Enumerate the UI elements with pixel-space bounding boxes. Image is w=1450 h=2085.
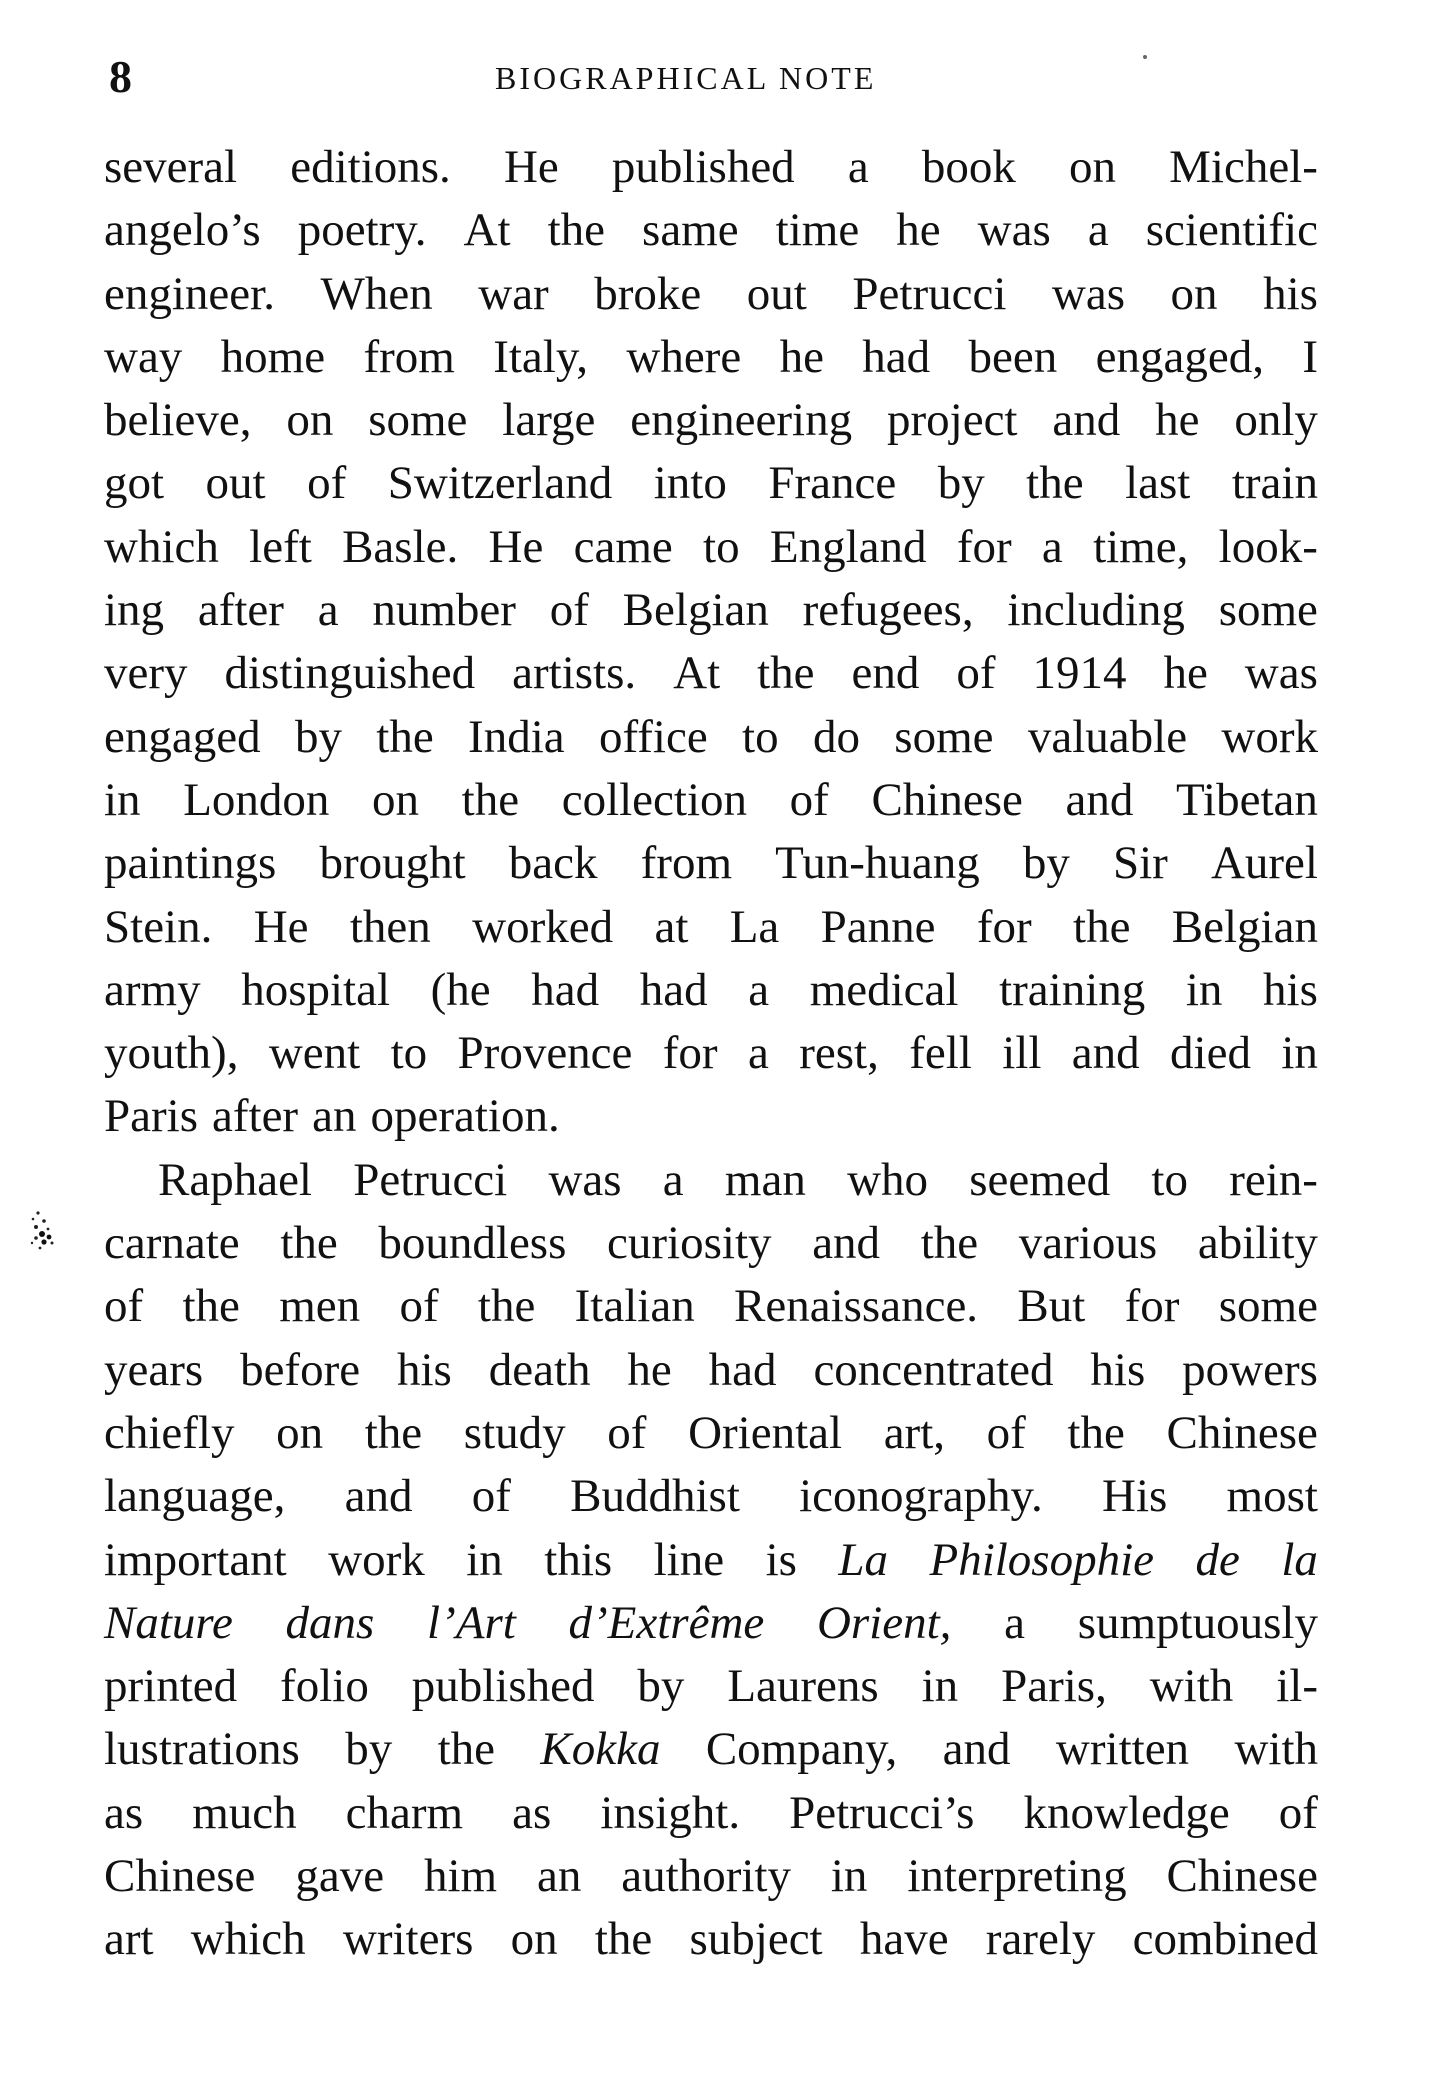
word: (he — [430, 963, 491, 1016]
word: Basle. — [342, 520, 459, 573]
word: Belgian — [622, 584, 769, 637]
word: where — [626, 330, 742, 383]
word: for — [1124, 1280, 1180, 1333]
word: he — [1155, 394, 1200, 447]
word: Petrucci — [353, 1153, 508, 1206]
word: on — [1170, 267, 1218, 320]
word: published — [611, 141, 795, 193]
word: study — [463, 1406, 566, 1459]
word: he — [896, 204, 941, 257]
word: authority — [621, 1850, 791, 1903]
text-line — [104, 516, 1318, 579]
word: same — [642, 204, 739, 257]
text-line — [104, 1465, 1318, 1528]
text-line — [104, 1655, 1318, 1718]
word: art — [104, 1913, 154, 1966]
word: on — [276, 1406, 324, 1459]
word: which — [190, 1913, 306, 1966]
word: to — [742, 710, 779, 763]
word: came — [573, 520, 673, 573]
word: was — [977, 204, 1051, 257]
word: in — [1185, 963, 1223, 1016]
word: paintings — [104, 837, 277, 890]
page-number: 8 — [109, 51, 132, 102]
word: his — [1263, 267, 1318, 320]
word: artists. — [512, 647, 637, 700]
word: India — [468, 710, 565, 763]
word: combined — [1132, 1913, 1318, 1966]
text-line — [104, 1275, 1318, 1338]
word: refugees, — [802, 584, 974, 637]
word: an — [537, 1850, 582, 1903]
word: carnate — [104, 1217, 240, 1270]
word: from — [640, 837, 733, 890]
word: broke — [594, 267, 702, 320]
word: brought — [319, 837, 466, 890]
word: was — [1244, 647, 1318, 700]
word: the — [757, 647, 815, 700]
word: some — [368, 394, 468, 447]
word: language, — [104, 1470, 286, 1523]
word: of — [1278, 1786, 1318, 1839]
word: Italian — [574, 1280, 695, 1333]
text-line — [104, 1339, 1318, 1402]
word: of — [471, 1470, 511, 1523]
word: in — [1281, 1027, 1318, 1080]
text-line — [104, 579, 1318, 642]
text-line — [104, 959, 1318, 1022]
word: only — [1234, 394, 1318, 447]
word: who — [847, 1153, 929, 1206]
word: for — [956, 520, 1012, 573]
word: Philosophie — [929, 1533, 1155, 1586]
body-text — [104, 136, 1318, 1972]
word: ill — [1002, 1027, 1042, 1080]
word: end — [851, 647, 920, 700]
word: Italy, — [493, 330, 589, 383]
word: of — [607, 1406, 647, 1459]
word: Tun-huang — [775, 837, 980, 890]
word: man — [724, 1153, 806, 1206]
word: book — [921, 141, 1016, 193]
word: was — [1051, 267, 1126, 320]
word: of — [956, 647, 996, 700]
word: years — [104, 1343, 204, 1396]
word: for — [976, 900, 1032, 953]
text-line — [104, 263, 1318, 326]
word: with — [1234, 1723, 1318, 1776]
word: rarely — [985, 1913, 1096, 1966]
word: much — [192, 1786, 297, 1839]
word: as — [104, 1786, 144, 1839]
word: some — [1218, 584, 1318, 637]
word: important — [104, 1533, 287, 1586]
word: Buddhist — [570, 1470, 740, 1523]
word: Stein. — [104, 900, 213, 953]
word: hospital — [241, 963, 391, 1016]
word: he — [1163, 647, 1208, 700]
word: gave — [295, 1850, 385, 1903]
text-line — [104, 1149, 1318, 1212]
text-line — [104, 1085, 1318, 1148]
word: of — [986, 1406, 1026, 1459]
word: d’Extrême — [568, 1596, 765, 1649]
word: large — [502, 394, 596, 447]
word: fell — [909, 1027, 972, 1080]
ink-speck — [1143, 55, 1147, 59]
word: seemed — [969, 1153, 1111, 1206]
word: His — [1102, 1470, 1168, 1523]
word: into — [653, 457, 727, 510]
word: his — [1090, 1343, 1146, 1396]
word: as — [512, 1786, 552, 1839]
word: to — [390, 1027, 428, 1080]
word: editions. — [290, 141, 451, 193]
word: he — [779, 330, 824, 383]
word: several — [104, 141, 238, 193]
word: Raphael — [158, 1153, 312, 1206]
word: printed — [104, 1660, 238, 1713]
word: on — [510, 1913, 558, 1966]
word: went — [268, 1027, 361, 1080]
running-title: BIOGRAPHICAL NOTE — [495, 60, 877, 96]
text-line — [104, 706, 1318, 769]
word: a — [747, 1027, 769, 1080]
word: had — [862, 330, 931, 383]
word: which — [104, 520, 219, 573]
word: poetry. — [297, 204, 427, 257]
word: Company, — [705, 1723, 898, 1776]
text-line — [104, 1592, 1318, 1655]
word: engaged — [104, 710, 261, 763]
text-line — [104, 1718, 1318, 1781]
word: the — [1026, 457, 1084, 510]
text-line — [104, 1022, 1318, 1085]
word: army — [104, 963, 201, 1016]
word: concentrated — [813, 1343, 1054, 1396]
word: chiefly — [104, 1406, 235, 1459]
word: had — [531, 963, 600, 1016]
word: in — [830, 1850, 868, 1903]
word: the — [547, 204, 605, 257]
word: then — [349, 900, 431, 953]
word: Chinese — [104, 1850, 256, 1903]
word: he — [627, 1343, 672, 1396]
word: was — [548, 1153, 622, 1206]
word: worked — [472, 900, 614, 953]
word: time — [775, 204, 860, 257]
word: rein- — [1229, 1153, 1318, 1206]
word: Belgian — [1171, 900, 1318, 953]
word: after — [197, 584, 284, 637]
word: of — [399, 1280, 439, 1333]
word: men — [279, 1280, 361, 1333]
word: and — [1071, 1027, 1140, 1080]
word: Michel- — [1169, 141, 1318, 193]
word: at — [654, 900, 689, 953]
word: on — [286, 394, 334, 447]
text-line — [104, 896, 1318, 959]
word: to — [703, 520, 740, 573]
word: operation. — [370, 1090, 560, 1143]
word: his — [1263, 963, 1318, 1016]
word: Petrucci — [852, 267, 1007, 320]
word: Petrucci’s — [789, 1786, 975, 1839]
word: Kokka — [540, 1723, 661, 1776]
word: He — [488, 520, 544, 573]
word: of — [307, 457, 347, 510]
text-line — [104, 1845, 1318, 1908]
word: home — [220, 330, 326, 383]
word: got — [104, 457, 165, 510]
word: engineer. — [104, 267, 275, 320]
word: boundless — [378, 1217, 567, 1270]
word: with — [1149, 1660, 1234, 1713]
word: by — [1022, 837, 1070, 890]
word: Nature — [104, 1596, 233, 1649]
word: Aurel — [1210, 837, 1318, 890]
word: knowledge — [1023, 1786, 1230, 1839]
word: sumptuously — [1077, 1596, 1318, 1649]
word: after — [212, 1090, 299, 1143]
word: his — [396, 1343, 452, 1396]
text-line — [104, 1402, 1318, 1465]
word: Paris, — [1001, 1660, 1107, 1713]
word: and — [942, 1723, 1011, 1776]
word: engaged, — [1095, 330, 1264, 383]
word: Chinese — [1166, 1850, 1318, 1903]
word: Laurens — [727, 1660, 879, 1713]
word: a — [662, 1153, 684, 1206]
text-line — [104, 1212, 1318, 1275]
word: an — [312, 1090, 357, 1143]
word: of — [789, 773, 829, 826]
text-line — [104, 1529, 1318, 1592]
word: ing — [104, 584, 165, 637]
word: Orient, — [816, 1596, 952, 1649]
word: the — [920, 1217, 979, 1270]
word: Sir — [1112, 837, 1168, 890]
word: Paris — [104, 1090, 198, 1143]
text-line — [104, 1908, 1318, 1971]
word: La — [838, 1533, 889, 1586]
word: project — [887, 394, 1018, 447]
word: collection — [561, 773, 748, 826]
word: valuable — [1027, 710, 1188, 763]
word: writers — [342, 1913, 474, 1966]
word: engineering — [630, 394, 853, 447]
word: out — [205, 457, 266, 510]
word: medical — [809, 963, 959, 1016]
word: the — [477, 1280, 536, 1333]
word: rest, — [799, 1027, 879, 1080]
word: is — [765, 1533, 797, 1586]
word: died — [1170, 1027, 1251, 1080]
word: the — [364, 1406, 423, 1459]
word: the — [182, 1280, 240, 1333]
word: training — [999, 963, 1146, 1016]
word: to — [1151, 1153, 1188, 1206]
word: and — [1065, 773, 1134, 826]
word: in — [921, 1660, 959, 1713]
text-line — [104, 389, 1318, 452]
word: Renaissance. — [734, 1280, 979, 1333]
word: But — [1017, 1280, 1086, 1333]
word: published — [411, 1660, 595, 1713]
word: back — [508, 837, 598, 890]
word: including — [1007, 584, 1185, 637]
word: iconography. — [799, 1470, 1043, 1523]
word: He — [503, 141, 559, 193]
word: and — [1052, 394, 1121, 447]
word: the — [594, 1913, 653, 1966]
ink-smudge-mark — [24, 1207, 64, 1259]
word: death — [488, 1343, 591, 1396]
word: out — [746, 267, 807, 320]
word: left — [249, 520, 312, 573]
word: most — [1226, 1470, 1318, 1523]
word: for — [662, 1027, 718, 1080]
word: look- — [1218, 520, 1318, 573]
word: lustrations — [104, 1723, 300, 1776]
word: subject — [689, 1913, 823, 1966]
word: time, — [1093, 520, 1189, 573]
word: insight. — [600, 1786, 741, 1839]
word: interpreting — [907, 1850, 1127, 1903]
word: 1914 — [1032, 647, 1127, 700]
word: work — [328, 1533, 425, 1586]
word: France — [768, 457, 897, 510]
word: a — [1087, 204, 1109, 257]
word: on — [1068, 141, 1116, 193]
word: a — [1004, 1596, 1025, 1649]
word: some — [894, 710, 994, 763]
word: have — [859, 1913, 949, 1966]
word: train — [1231, 457, 1318, 510]
text-line — [104, 452, 1318, 515]
text-line — [104, 136, 1318, 199]
word: work — [1221, 710, 1318, 763]
word: the — [376, 710, 434, 763]
text-line — [104, 832, 1318, 895]
word: had — [639, 963, 708, 1016]
word: curiosity — [607, 1217, 772, 1270]
word: the — [437, 1723, 495, 1776]
word: folio — [280, 1660, 369, 1713]
word: in — [104, 773, 141, 826]
word: war — [478, 267, 549, 320]
word: a — [748, 963, 770, 1016]
text-line — [104, 1782, 1318, 1845]
word: At — [463, 204, 511, 257]
word: charm — [345, 1786, 464, 1839]
word: Switzerland — [387, 457, 613, 510]
word: l’Art — [427, 1596, 516, 1649]
word: of — [549, 584, 589, 637]
word: been — [968, 330, 1058, 383]
word: the — [1067, 1406, 1125, 1459]
word: various — [1018, 1217, 1158, 1270]
word: the — [461, 773, 520, 826]
text-line — [104, 199, 1318, 262]
word: some — [1218, 1280, 1318, 1333]
word: Oriental — [688, 1406, 843, 1459]
word: scientific — [1145, 204, 1318, 257]
word: a — [1041, 520, 1063, 573]
word: angelo’s — [104, 204, 261, 257]
text-line — [104, 326, 1318, 389]
word: this — [544, 1533, 613, 1586]
word: I — [1302, 330, 1318, 383]
word: on — [372, 773, 420, 826]
text-line — [104, 642, 1318, 705]
word: line — [653, 1533, 725, 1586]
word: At — [673, 647, 721, 700]
word: office — [598, 710, 708, 763]
word: dans — [285, 1596, 375, 1649]
word: art, — [883, 1406, 946, 1459]
word: de — [1195, 1533, 1240, 1586]
word: last — [1125, 457, 1191, 510]
word: believe, — [104, 394, 252, 447]
word: very — [104, 647, 188, 700]
word: powers — [1182, 1343, 1318, 1396]
word: by — [345, 1723, 393, 1776]
word: had — [708, 1343, 777, 1396]
word: He — [253, 900, 309, 953]
word: way — [104, 330, 183, 383]
word: La — [729, 900, 780, 953]
word: youth), — [104, 1027, 239, 1080]
word: a — [317, 584, 339, 637]
word: distinguished — [224, 647, 476, 700]
word: by — [637, 1660, 685, 1713]
word: When — [320, 267, 433, 320]
word: before — [240, 1343, 361, 1396]
word: from — [363, 330, 455, 383]
word: Provence — [457, 1027, 633, 1080]
word: Chinese — [871, 773, 1023, 826]
word: by — [937, 457, 985, 510]
word: la — [1281, 1533, 1318, 1586]
word: Chinese — [1166, 1406, 1318, 1459]
word: and — [344, 1470, 413, 1523]
word: do — [812, 710, 860, 763]
word: London — [183, 773, 330, 826]
word: Tibetan — [1175, 773, 1318, 826]
word: of — [104, 1280, 144, 1333]
word: il- — [1276, 1660, 1318, 1713]
word: by — [294, 710, 342, 763]
word: him — [423, 1850, 498, 1903]
word: and — [812, 1217, 881, 1270]
word: in — [466, 1533, 503, 1586]
word: ability — [1197, 1217, 1318, 1270]
word: England — [769, 520, 927, 573]
text-line — [104, 769, 1318, 832]
word: Panne — [820, 900, 936, 953]
word: written — [1055, 1723, 1190, 1776]
word: number — [372, 584, 516, 637]
word: a — [847, 141, 869, 193]
word: the — [280, 1217, 338, 1270]
word: the — [1073, 900, 1131, 953]
